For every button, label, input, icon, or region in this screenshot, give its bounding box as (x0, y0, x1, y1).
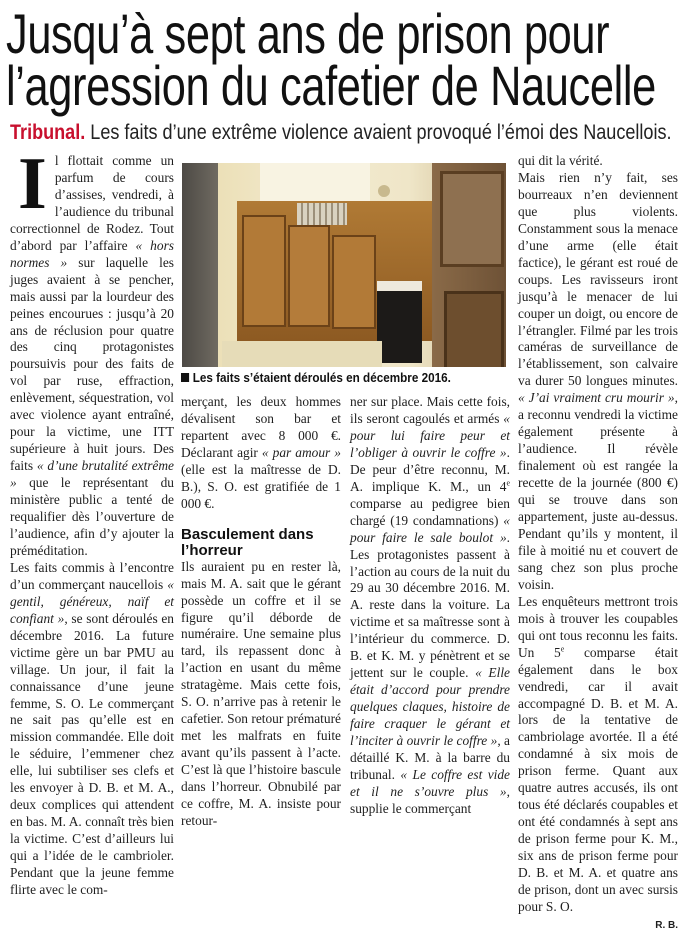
paragraph (518, 170, 678, 594)
text-segment: Mais rien n’y fait, ses bourreaux n’en deviennent que plus violents. Constamment sous la menace d’une arme (elle était factice), le gérant est roué de coups. Les ravisseurs iront jusqu’à le menacer de lui couper un doigt, ou encore de l’étrangler. Filmé par les trois caméras de surveillance de l’établissement, son calvaire va durer 50 longues minutes. (518, 169, 678, 389)
text-segment: qui dit la vérité. (518, 153, 603, 168)
text-segment: comparse était également dans le box vendredi, car il avait accompagné D. B. et M. A. lors de la tentative de cambriolage avortée. Il a été condamné à six mois de prison ferme. Quant aux quatre autres accusés, ils ont tous été déclarés coupables et ont été condamnés à sept ans de prison ferme pour K. M., six ans de prison ferme pour D. B. et M. A. et quatre ans de prison, dont un avec sursis pour S. O. (518, 644, 678, 914)
text-segment: que le représentant du ministère public a tenté de requalifier dès l’ouverture de l’audience, afin d’y ajouter la préméditation. (10, 475, 174, 558)
text-segment: l flottait comme un parfum de cours d’assises, vendredi, à l’audience du tribunal correctionnel de Rodez. Tout d’abord par l’affaire (10, 153, 174, 253)
paragraph (181, 394, 341, 513)
quote-text: « pour lui faire peur et l’obliger à ouvrir le coffre » (350, 410, 510, 460)
text-segment: , a détaillé K. M. à la barre du tribunal. (350, 733, 511, 782)
headline-line-1: Jusqu’à sept ans de prison pour (6, 2, 610, 65)
text-segment: (elle est la maîtresse de D. B.), S. O. est gratifiée de 1 000 €. (181, 461, 341, 511)
quote-text: « J’ai vraiment cru mourir » (518, 390, 675, 406)
quote-text: « gentil, généreux, naïf et confiant » (10, 576, 174, 626)
text-segment: , se sont déroulés en décembre 2016. La future victime gère un bar PMU au village. Un jour, il fait la connaissance d’une jeune femme, S. O. Le commerçant ne sait pas qu’elle est en mission commandée. Elle doit le séduire, l’emmener chez elle, lui subtiliser ses clefs et les envoyer à D. B. et M. A., deux complices qui attendent en bas. M. A. connaît très bien la victime. C’est d’ailleurs lui qui a l’idée de le cambrioler. Pendant que la jeune femme flirte avec le com- (10, 610, 175, 897)
headline-line-2: l’agression du cafetier de Naucelle (6, 54, 656, 117)
text-segment: Les enquêteurs mettront trois mois à trouver les coupables qui ont tous reconnu les faits. Un 5 (518, 593, 678, 660)
caption-square-icon (181, 373, 189, 382)
paragraph (181, 559, 341, 830)
subtitle (10, 121, 672, 145)
text-segment: Ils auraient pu en rester là, mais M. A. sait que le gérant possède un coffre et il se figure qu’il déborde de numéraire. Une semaine plus tard, ils repassent donc à l’action en usant du même stratagème. Mais cette fois, S. O. n’arrive pas à retenir le cafetier. Son retour prématuré met les malfrats en fuite avant qu’ils passent à l’acte. C’est là que l’histoire bascule dans l’horreur. Obnubilé par ce coffre, M. A. insiste pour retour- (181, 558, 341, 828)
author-signature (518, 918, 678, 935)
text-segment: . Les protagonistes passent à l’action au cours de la nuit du 29 au 30 décembre 2016. M. A. reste dans la voiture. La victime et sa maîtresse sont à l’intérieur du commerce. D. B. et K. M. y pénètrent et se jettent sur le couple. (350, 529, 510, 681)
quote-text: « Le coffre est vide et il ne s’ouvre plus » (350, 766, 510, 799)
text-segment: , supplie le commerçant (350, 783, 510, 816)
article-column-4 (518, 153, 678, 935)
article-column-1 (10, 143, 175, 899)
section-kicker: Tribunal. (10, 121, 86, 144)
paragraph (518, 594, 678, 916)
paragraph (10, 143, 174, 560)
text-segment: . De peur d’être reconnu, M. A. implique K. M., un 4 (350, 444, 510, 494)
subtitle-text: Les faits d’une extrême violence avaient provoqué l’émoi des Naucellois. (85, 121, 672, 144)
drop-cap: I (18, 143, 47, 225)
paragraph (10, 560, 174, 899)
text-segment: merçant, les deux hommes dévalisent son bar et repartent avec 8 000 €. Déclarant agir (181, 394, 341, 460)
text-segment: R. B. (655, 919, 678, 931)
courtroom-photo (182, 163, 506, 367)
text-segment: comparse au pedigree bien chargé (19 condamnations) (350, 495, 510, 528)
article-column-2 (181, 394, 341, 830)
text-segment: sur laquelle les juges avaient à se pencher, mais aussi par la lourdeur des peines encourues : jusqu’à 20 ans de réclusion pour quatre des cinq protagonistes poursuivis pour des faits de vol par ruse, effraction, enlèvement, séquestration, vol avec violence ayant entraîné, pour la victime, une ITT supérieure à huit jours. Des faits (10, 254, 174, 474)
paragraph (350, 394, 510, 818)
paragraph (518, 153, 678, 170)
text-segment: Les faits commis à l’encontre d’un commerçant naucellois (10, 559, 174, 592)
text-segment: ner sur place. Mais cette fois, ils seront cagoulés et armés (350, 394, 510, 426)
text-segment: e (560, 644, 565, 654)
door-knob (378, 185, 390, 197)
text-segment: , a reconnu vendredi la victime également présente à l’audience. Il révèle finalement où est rangée la recette de la journée (800 €) qui se trouve dans son appartement, juste au-dessus. Pendant qu’ils y montent, il file à moitié nu et couvert de sang chez son plus proche voisin. (518, 390, 678, 592)
subheading (181, 527, 341, 559)
photo-caption (181, 370, 451, 385)
text-segment: Basculement dans l’horreur (181, 525, 314, 559)
quote-text: « par amour » (261, 444, 341, 460)
caption-text: Les faits s’étaient déroulés en décembre 2016. (192, 370, 451, 385)
quote-text: « pour faire le sale boulot » (350, 512, 510, 545)
quote-text: « Elle était d’accord pour prendre quelques claques, histoire de faire craquer le gérant et l’inciter à ouvrir le coffre » (350, 665, 510, 749)
quote-text: « d’une brutalité extrême » (10, 458, 174, 491)
article-column-3 (350, 394, 510, 818)
quote-text: « hors normes » (10, 237, 174, 270)
text-segment: e (506, 478, 510, 488)
